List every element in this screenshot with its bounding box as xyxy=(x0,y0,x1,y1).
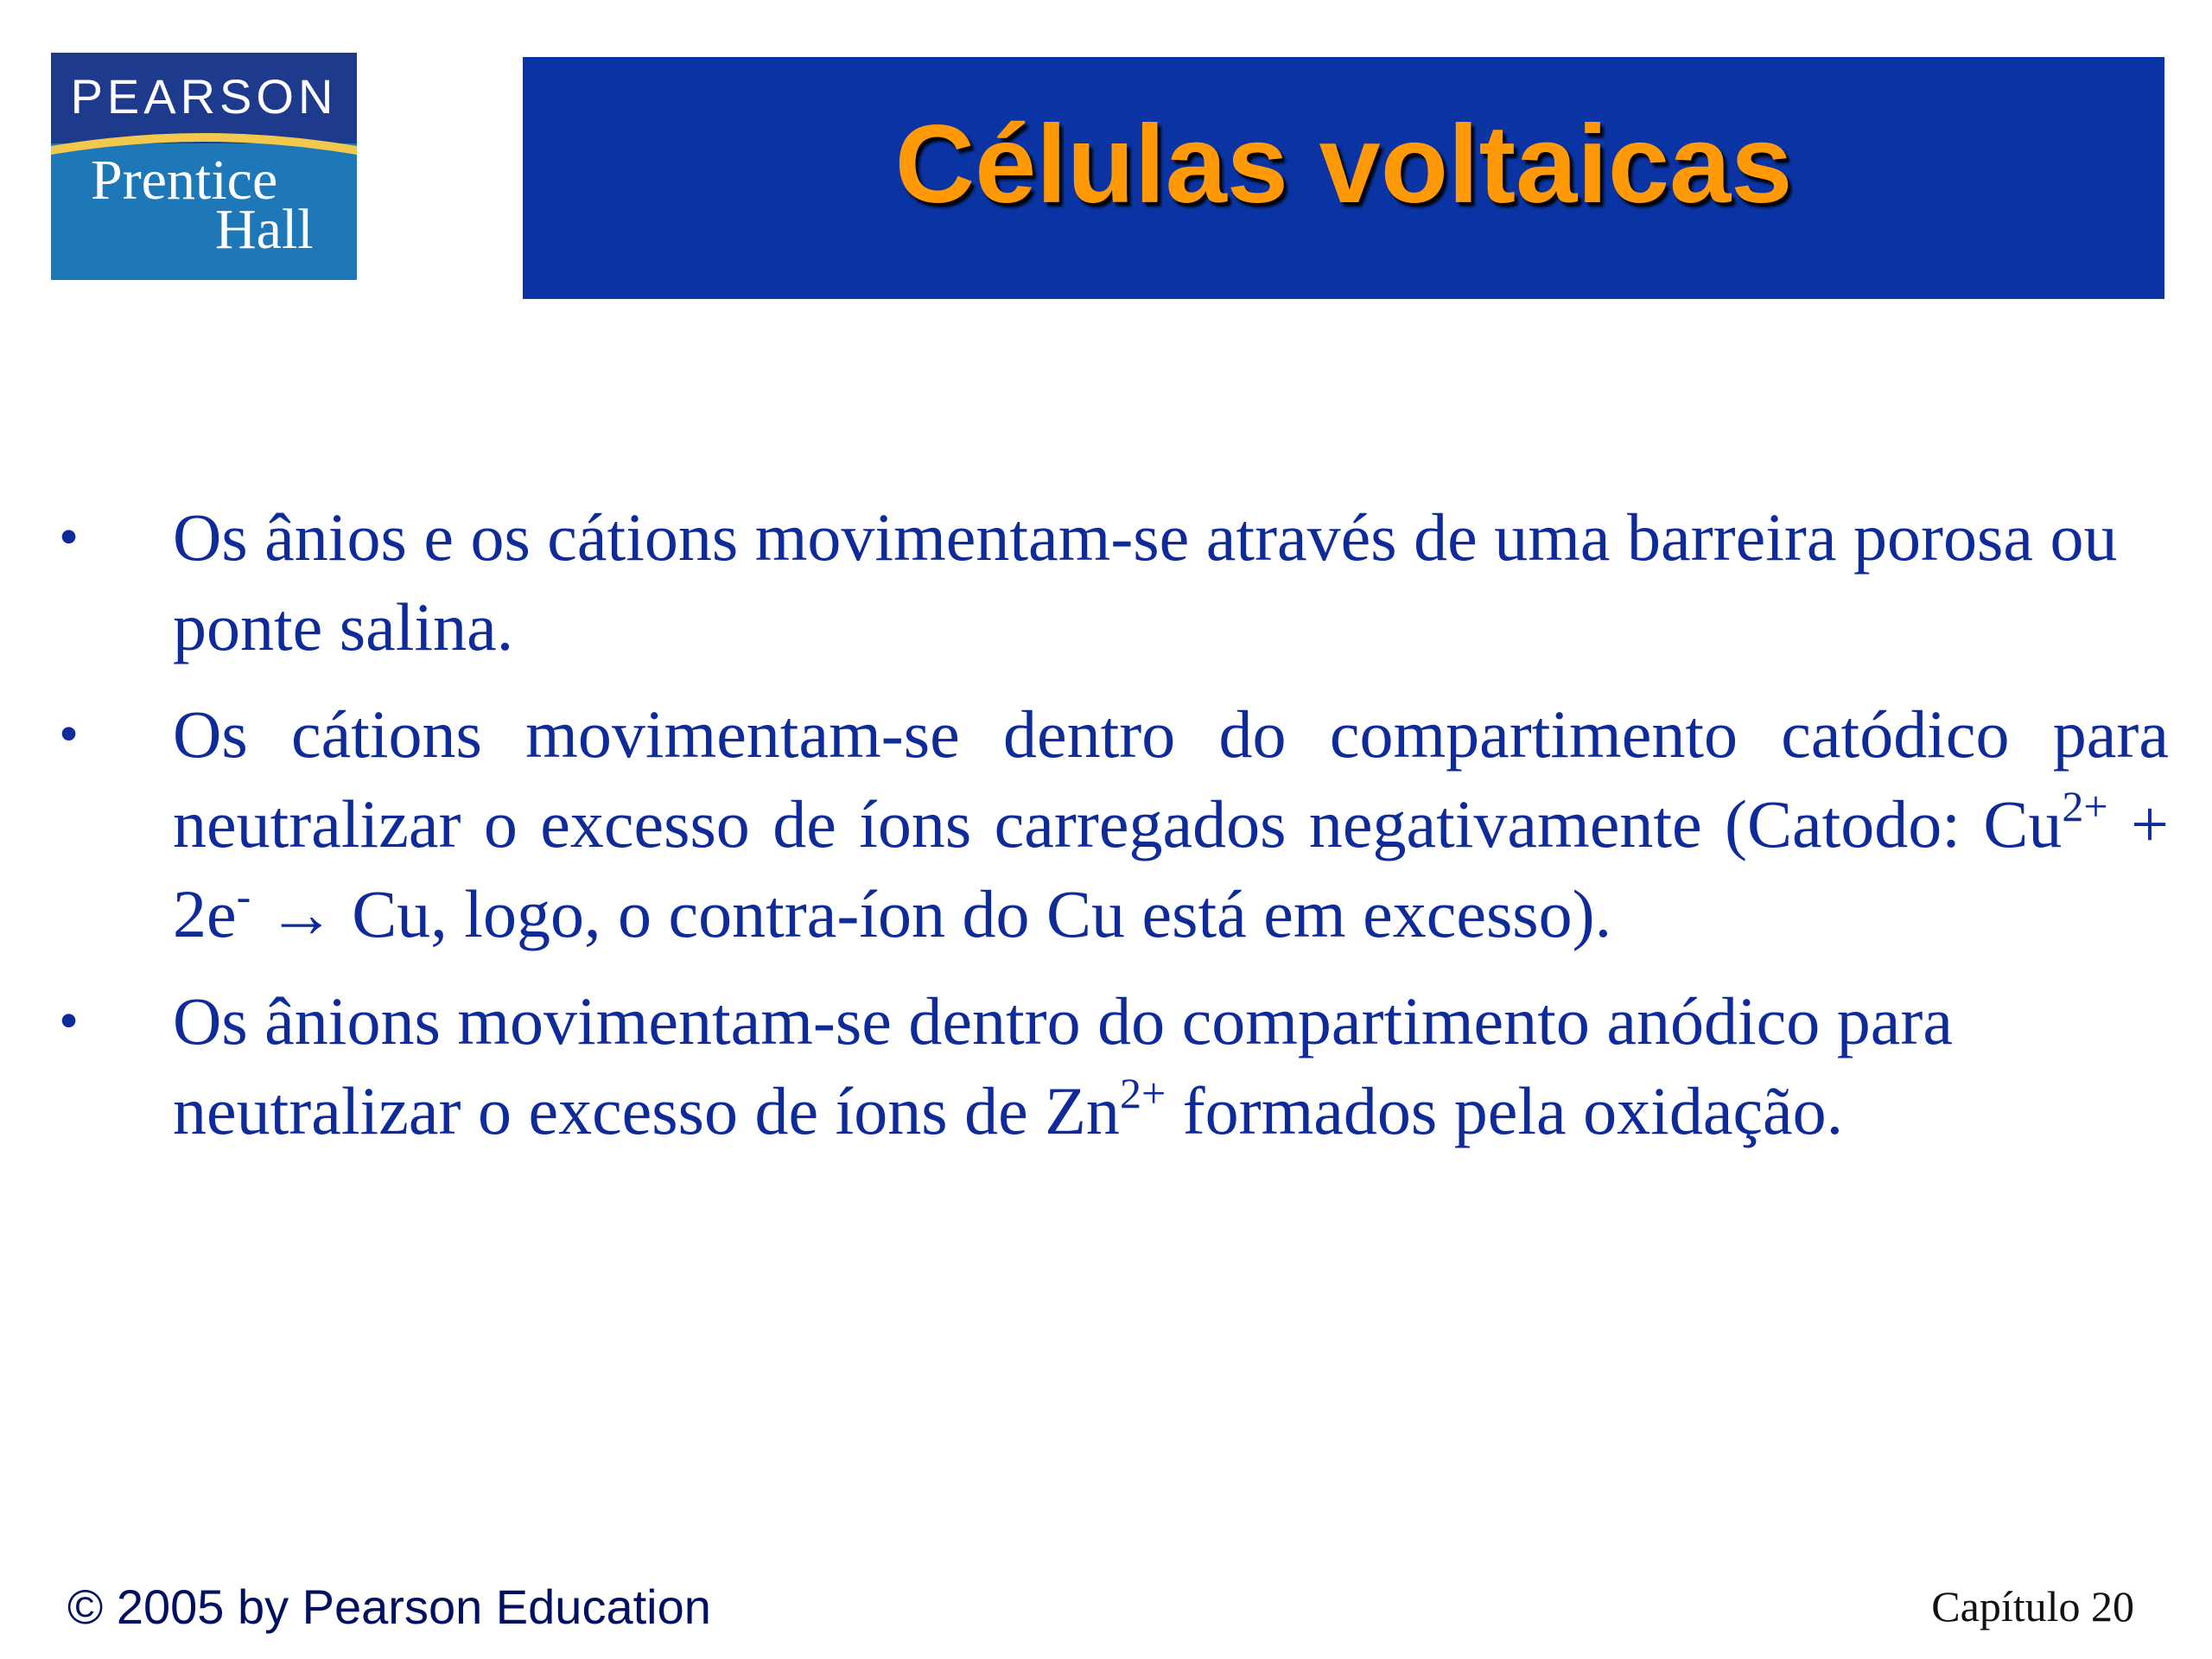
superscript-charge: 2+ xyxy=(2062,782,2108,830)
title-banner xyxy=(523,57,2164,299)
logo-pearson-text: PEARSON xyxy=(70,69,338,124)
bullet-item-2 xyxy=(52,690,2169,959)
bullet-dot: • xyxy=(59,505,79,569)
bullet-text-part: + 2e xyxy=(173,786,2169,951)
bullet-text: Os ânios e os cátions movimentam-se através de uma barreira porosa ou ponte salina. xyxy=(173,499,2118,664)
bullet-text-part: Os cátions movimentam-se dentro do compartimento catódico para neutralizar o excesso de íons carregados negativamente (Catodo: Cu xyxy=(173,696,2169,861)
logo-hall-text: Hall xyxy=(215,198,314,261)
superscript-charge: - xyxy=(236,872,251,920)
bullet-item-3 xyxy=(52,976,2169,1156)
bullet-list xyxy=(52,493,2169,1173)
pearson-prentice-hall-logo xyxy=(51,53,357,280)
slide-title: Células voltaicas xyxy=(894,103,1793,226)
bullet-text-part: formados pela oxidação. xyxy=(1166,1073,1844,1148)
bullet-text xyxy=(173,690,2169,959)
bullet-dot: • xyxy=(59,702,79,766)
bullet-text-part: → Cu, logo, o contra-íon do Cu está em excesso). xyxy=(251,876,1612,951)
copyright-footer: © 2005 by Pearson Education xyxy=(67,1580,711,1634)
logo-prentice-text: Prentice xyxy=(91,149,278,212)
bullet-dot: • xyxy=(59,989,79,1052)
superscript-charge: 2+ xyxy=(1119,1069,1166,1117)
bullet-item-1 xyxy=(52,493,2169,672)
bullet-text xyxy=(173,983,1953,1148)
chapter-footer: Capítulo 20 xyxy=(1931,1582,2134,1630)
bullet-text-part: Os ânions movimentam-se dentro do compartimento anódico para neutralizar o excesso de íons de Zn xyxy=(173,983,1953,1148)
